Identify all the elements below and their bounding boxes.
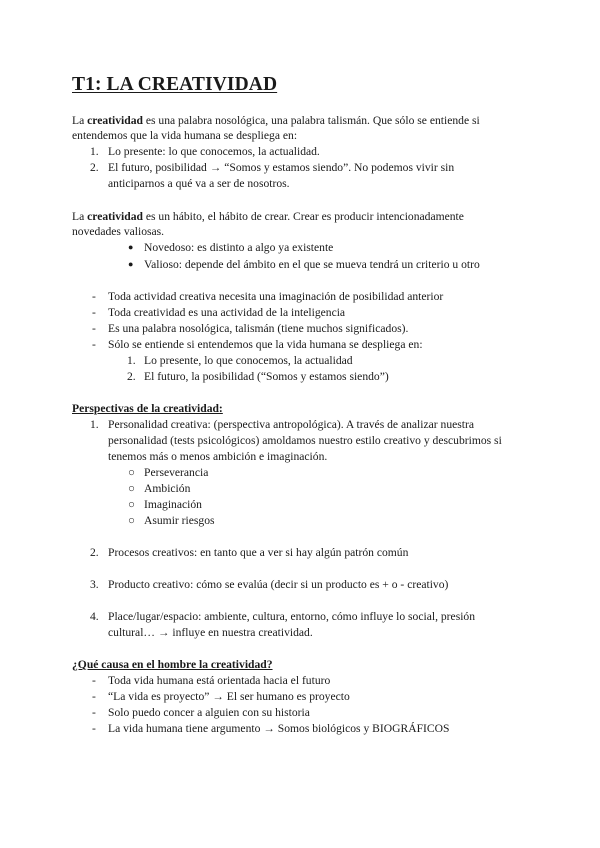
sub-list-text: El futuro, la posibilidad (“Somos y estamos siendo”): [144, 370, 389, 383]
dash-item-text: Toda actividad creativa necesita una imaginación de posibilidad anterior: [108, 290, 444, 303]
trait-item-text: Imaginación: [144, 498, 202, 511]
bullet-marker: ●: [128, 259, 134, 269]
list-item-text: Place/lugar/espacio: ambiente, cultura, entorno, cómo influye lo social, presión: [108, 610, 476, 623]
habit-paragraph-line-1: La creatividad es un hábito, el hábito de crear. Crear es producir intencionadamente: [72, 210, 464, 223]
sub-list-marker: 2.: [127, 370, 136, 383]
list-item-text: Lo presente: lo que conocemos, la actualidad.: [108, 145, 320, 158]
dash-item-text: Solo puedo concer a alguien con su historia: [108, 706, 310, 719]
dash-item-text: Es una palabra nosológica, talismán (tiene muchos significados).: [108, 322, 409, 335]
list-item-text: Producto creativo: cómo se evalúa (decir si un producto es + o - creativo): [108, 578, 449, 591]
list-marker: 1.: [90, 418, 99, 431]
dash-marker: -: [92, 322, 96, 335]
intro-paragraph-line-2: entendemos que la vida humana se despliega en:: [72, 129, 298, 142]
section-heading-cause: ¿Qué causa en el hombre la creatividad?: [72, 658, 273, 671]
dash-item-text: La vida humana tiene argumento → Somos biológicos y BIOGRÁFICOS: [108, 722, 450, 735]
list-item-text: tenemos más o menos ambición e imaginación.: [108, 450, 328, 463]
dash-item-text: Toda creatividad es una actividad de la inteligencia: [108, 306, 346, 319]
dash-marker: -: [92, 706, 96, 719]
list-item-text: Procesos creativos: en tanto que a ver si hay algún patrón común: [108, 546, 409, 559]
dash-marker: -: [92, 690, 96, 703]
document-title: T1: LA CREATIVIDAD: [72, 74, 278, 95]
list-item-text: cultural… → influye en nuestra creatividad.: [108, 626, 313, 639]
list-marker: 1.: [90, 145, 99, 158]
dash-marker: -: [92, 306, 96, 319]
list-item-text: personalidad (tests psicológicos) amoldamos nuestro estilo creativo y descubrimos si: [108, 434, 502, 447]
dash-item-text: Sólo se entiende si entendemos que la vida humana se despliega en:: [108, 338, 423, 351]
list-item-text: Personalidad creativa: (perspectiva antropológica). A través de analizar nuestra: [108, 418, 475, 431]
bullet-item-text: Valioso: depende del ámbito en el que se mueva tendrá un criterio u otro: [144, 258, 480, 271]
bullet-item-text: Novedoso: es distinto a algo ya existente: [144, 241, 334, 254]
dash-marker: -: [92, 674, 96, 687]
habit-paragraph-line-2: novedades valiosas.: [72, 225, 165, 238]
circle-bullet-marker: ○: [128, 466, 136, 479]
list-item-text: anticiparnos a qué va a ser de nosotros.: [108, 177, 290, 190]
circle-bullet-marker: ○: [128, 514, 136, 527]
sub-list-text: Lo presente, lo que conocemos, la actualidad: [144, 354, 353, 367]
dash-marker: -: [92, 722, 96, 735]
circle-bullet-marker: ○: [128, 482, 136, 495]
trait-item-text: Asumir riesgos: [144, 514, 215, 527]
intro-bold-term: creatividad: [87, 114, 143, 127]
trait-item-text: Ambición: [144, 482, 191, 495]
section-heading-perspectives: Perspectivas de la creatividad:: [72, 402, 223, 415]
list-marker: 2.: [90, 546, 99, 559]
intro-paragraph-line-1: La creatividad es una palabra nosológica, una palabra talismán. Que sólo se entiende si: [72, 114, 480, 127]
list-marker: 4.: [90, 610, 99, 623]
dash-item-text: Toda vida humana está orientada hacia el futuro: [108, 674, 331, 687]
dash-item-text: “La vida es proyecto” → El ser humano es proyecto: [108, 690, 350, 703]
trait-item-text: Perseverancia: [144, 466, 209, 479]
dash-marker: -: [92, 338, 96, 351]
sub-list-marker: 1.: [127, 354, 136, 367]
circle-bullet-marker: ○: [128, 498, 136, 511]
list-item-text: El futuro, posibilidad → “Somos y estamos siendo”. No podemos vivir sin: [108, 161, 455, 174]
list-marker: 3.: [90, 578, 99, 591]
habit-bold-term: creatividad: [87, 210, 143, 223]
dash-marker: -: [92, 290, 96, 303]
list-marker: 2.: [90, 161, 99, 174]
bullet-marker: ●: [128, 242, 134, 252]
